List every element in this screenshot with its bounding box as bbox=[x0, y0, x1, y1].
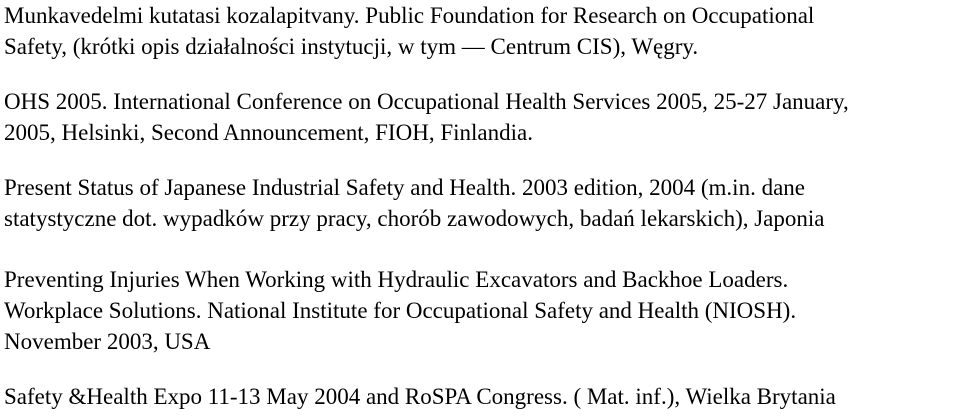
reference-line: Preventing Injuries When Working with Hydraulic Excavators and Backhoe Loaders. bbox=[4, 267, 789, 292]
reference-line: November 2003, USA bbox=[4, 329, 211, 354]
reference-line: statystyczne dot. wypadków przy pracy, chorób zawodowych, badań lekarskich), Japonia bbox=[4, 206, 825, 231]
reference-line: Safety, (krótki opis działalności instytucji, w tym — Centrum CIS), Węgry. bbox=[4, 34, 699, 59]
reference-line: Safety &Health Expo 11-13 May 2004 and RoSPA Congress. ( Mat. inf.), Wielka Brytania bbox=[4, 384, 836, 409]
reference-entry-japanese-safety bbox=[4, 172, 956, 234]
reference-line: 2005, Helsinki, Second Announcement, FIOH, Finlandia. bbox=[4, 120, 533, 145]
reference-entry-ohs-2005 bbox=[4, 86, 956, 148]
reference-entry-safety-health-expo bbox=[4, 381, 956, 412]
reference-entry-niosh bbox=[4, 264, 956, 357]
reference-line: Munkavedelmi kutatasi kozalapitvany. Public Foundation for Research on Occupational bbox=[4, 3, 815, 28]
reference-line: OHS 2005. International Conference on Occupational Health Services 2005, 25-27 January, bbox=[4, 89, 849, 114]
reference-entry-munkavedelmi bbox=[4, 0, 956, 62]
reference-line: Workplace Solutions. National Institute for Occupational Safety and Health (NIOSH). bbox=[4, 298, 797, 323]
reference-line: Present Status of Japanese Industrial Safety and Health. 2003 edition, 2004 (m.in. dane bbox=[4, 175, 805, 200]
